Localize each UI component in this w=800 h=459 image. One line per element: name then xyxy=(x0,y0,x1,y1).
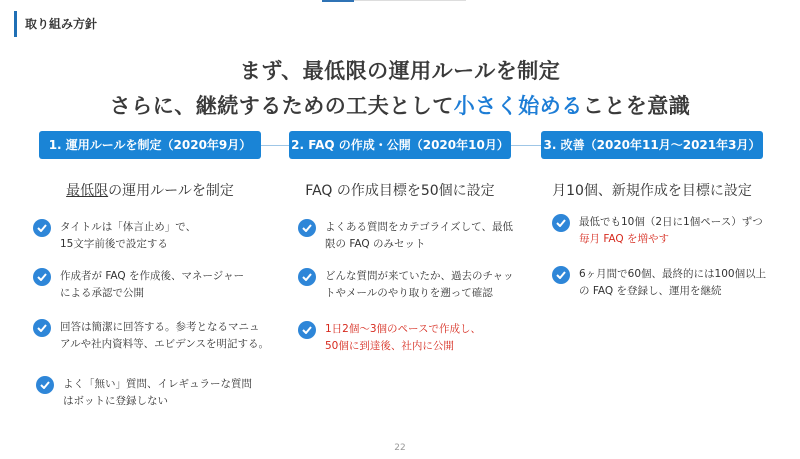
list-item-text: 作成者が FAQ を作成後、マネージャー による承認で公開 xyxy=(60,270,245,299)
list-item xyxy=(36,376,252,410)
column-3-title: 月10個、新規作成を目標に設定 xyxy=(552,183,752,199)
list-item xyxy=(298,321,481,355)
section-label: 取り組み方針 xyxy=(14,11,97,37)
list-item-text-emphasis: 毎月 FAQ を増やす xyxy=(579,233,670,245)
column-2-title: FAQ の作成目標を50個に設定 xyxy=(305,183,495,199)
phase-1-label: 1. 運用ルールを制定（2020年9月） xyxy=(39,131,261,159)
list-item-text: 1日2個～3個のペースで作成し、 50個に到達後、社内に公開 xyxy=(325,323,482,352)
check-circle-icon xyxy=(298,268,316,286)
list-item-text: タイトルは「体言止め」で、 15文字前後で設定する xyxy=(60,221,197,250)
list-item xyxy=(33,268,244,302)
list-item-text: よくある質問をカテゴライズして、最低 限の FAQ のみセット xyxy=(325,221,513,250)
check-circle-icon xyxy=(33,319,51,337)
list-item-text: よく「無い」質問、イレギュラーな質問 はボットに登録しない xyxy=(63,378,252,407)
headline-line-2-before: さらに、継続するための工夫として xyxy=(109,94,454,118)
check-circle-icon xyxy=(298,321,316,339)
column-1-title xyxy=(20,180,280,200)
check-circle-icon xyxy=(36,376,54,394)
phase-3-label: 3. 改善（2020年11月～2021年3月） xyxy=(541,131,763,159)
page-number: 22 xyxy=(394,443,406,453)
check-circle-icon xyxy=(33,219,51,237)
list-item xyxy=(33,219,196,253)
check-circle-icon xyxy=(552,214,570,232)
top-divider-line xyxy=(354,0,466,1)
check-circle-icon xyxy=(298,219,316,237)
headline-line-2 xyxy=(0,90,800,120)
list-item-text xyxy=(579,214,763,248)
headline-line-2-after: ことを意識 xyxy=(582,94,691,118)
list-item-text-line-1: 最低でも10個（2日に1個ペース）ずつ xyxy=(579,216,763,228)
list-item-text: どんな質問が来ていたか、過去のチャッ トやメールのやり取りを遡って確認 xyxy=(325,270,514,299)
headline-highlight: 小さく始める xyxy=(453,94,583,118)
phase-2-label: 2. FAQ の作成・公開（2020年10月） xyxy=(289,131,511,159)
column-1-title-rest: の運用ルールを制定 xyxy=(108,183,234,199)
list-item-text: 6ヶ月間で60個、最終的には100個以上 の FAQ を登録し、運用を継続 xyxy=(579,268,767,297)
check-circle-icon xyxy=(33,268,51,286)
list-item xyxy=(298,219,513,253)
list-item xyxy=(298,268,514,302)
top-accent-bar xyxy=(322,0,354,2)
column-1-title-underlined: 最低限 xyxy=(66,183,109,199)
list-item xyxy=(552,266,766,300)
check-circle-icon xyxy=(552,266,570,284)
list-item xyxy=(33,319,269,353)
list-item xyxy=(552,214,763,248)
headline-line-1: まず、最低限の運用ルールを制定 xyxy=(239,59,561,83)
list-item-text: 回答は簡潔に回答する。参考となるマニュ アルや社内資料等、エビデンスを明記する。 xyxy=(60,321,270,350)
